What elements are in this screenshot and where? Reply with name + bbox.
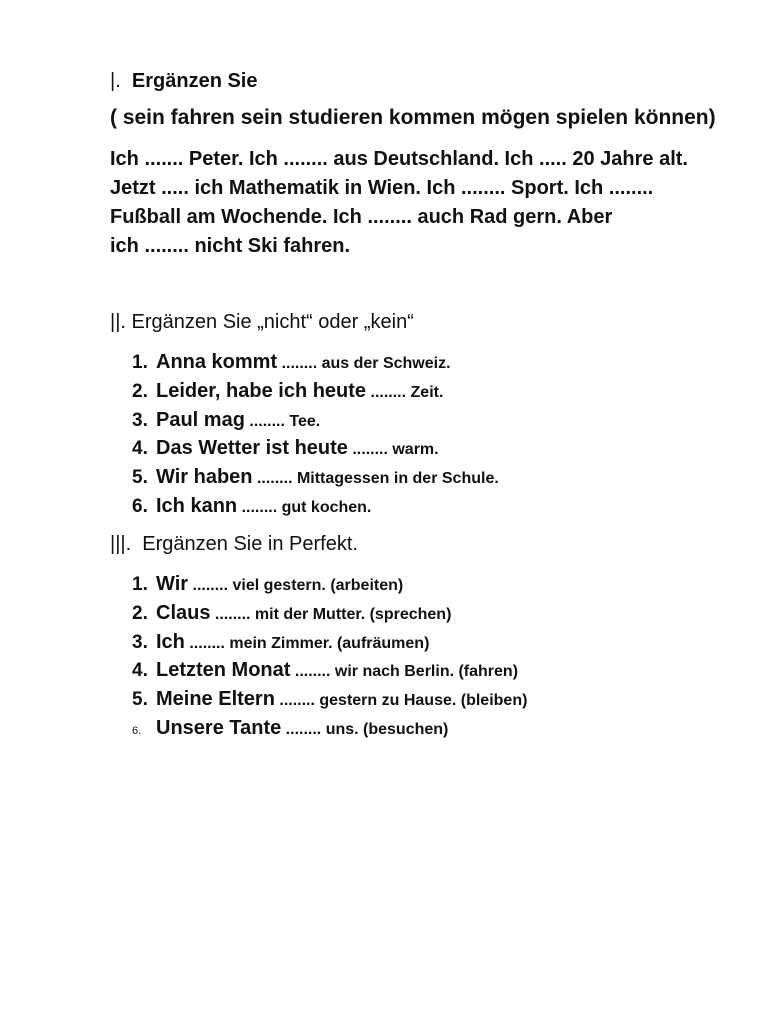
item-number: 1. xyxy=(132,352,148,373)
item-lead: Meine Eltern xyxy=(156,688,275,711)
list-item xyxy=(132,685,527,714)
item-number: 6. xyxy=(132,495,148,517)
item-number: 3. xyxy=(132,409,148,431)
list-item xyxy=(132,714,527,743)
list-item xyxy=(132,656,527,685)
item-lead: Wir haben xyxy=(156,466,253,489)
fill-in-paragraph xyxy=(110,145,730,261)
section-3-title: Ergänzen Sie in Perfekt. xyxy=(142,533,358,555)
list-item xyxy=(132,599,527,628)
section-2-title: Ergänzen Sie „nicht“ oder „kein“ xyxy=(131,311,414,333)
item-rest: ........ gut kochen. xyxy=(237,498,372,516)
section-2-number: ||. xyxy=(110,311,126,333)
item-rest: ........ uns. (besuchen) xyxy=(281,720,449,738)
list-item xyxy=(132,492,499,521)
item-rest: ........ Zeit. xyxy=(366,383,444,401)
section-2-heading xyxy=(110,311,414,334)
item-number: 5. xyxy=(132,467,148,489)
section-3-number: |||. xyxy=(110,533,132,555)
item-number: 4. xyxy=(132,660,148,682)
item-number: 3. xyxy=(132,631,148,653)
item-lead: Letzten Monat xyxy=(156,659,291,682)
section-2-list xyxy=(132,348,499,521)
section-1-heading xyxy=(110,70,258,93)
item-number: 2. xyxy=(132,380,148,402)
list-item xyxy=(132,570,527,599)
item-lead: Wir xyxy=(156,573,189,595)
item-rest: ........ aus der Schweiz. xyxy=(277,355,451,372)
item-rest: ........ warm. xyxy=(347,441,439,459)
paragraph-line: Fußball am Wochende. Ich ........ auch Rad gern. Aber xyxy=(110,206,613,228)
item-number: 2. xyxy=(132,602,148,624)
item-number: 6. xyxy=(132,724,142,737)
word-bank: ( sein fahren sein studieren kommen mögen spielen können) xyxy=(110,106,716,129)
item-lead: Paul mag xyxy=(156,408,245,431)
item-number: 1. xyxy=(132,574,148,595)
item-rest: ........ mit der Mutter. (sprechen) xyxy=(210,605,452,623)
section-1-title: Ergänzen Sie xyxy=(131,70,258,92)
item-rest: ........ gestern zu Hause. (bleiben) xyxy=(274,692,528,710)
item-lead: Ich kann xyxy=(156,494,238,517)
list-item xyxy=(132,377,499,406)
item-rest: ........ Tee. xyxy=(244,412,321,430)
item-lead: Leider, habe ich heute xyxy=(156,379,367,402)
list-item xyxy=(132,348,499,377)
list-item xyxy=(132,463,499,492)
item-lead: Das Wetter ist heute xyxy=(156,437,348,460)
item-lead: Unsere Tante xyxy=(156,716,282,739)
item-rest: ........ Mittagessen in der Schule. xyxy=(252,470,499,488)
item-lead: Ich xyxy=(156,630,185,653)
paragraph-line: Jetzt ..... ich Mathematik in Wien. Ich ........ Sport. Ich ........ xyxy=(110,177,654,199)
list-item xyxy=(132,406,499,435)
section-1-number: |. xyxy=(110,70,121,92)
item-lead: Anna kommt xyxy=(156,351,278,373)
item-rest: ........ mein Zimmer. (aufräumen) xyxy=(184,634,430,652)
item-rest: ........ viel gestern. (arbeiten) xyxy=(188,577,404,594)
item-number: 5. xyxy=(132,689,148,711)
item-number: 4. xyxy=(132,438,148,460)
list-item xyxy=(132,434,499,463)
list-item xyxy=(132,628,527,657)
paragraph-line: Ich ....... Peter. Ich ........ aus Deutschland. Ich ..... 20 Jahre alt. xyxy=(110,148,688,170)
paragraph-line: ich ........ nicht Ski fahren. xyxy=(110,235,351,257)
item-rest: ........ wir nach Berlin. (fahren) xyxy=(290,663,519,681)
section-3-list xyxy=(132,570,527,743)
section-3-heading xyxy=(110,533,358,556)
item-lead: Claus xyxy=(156,601,211,624)
